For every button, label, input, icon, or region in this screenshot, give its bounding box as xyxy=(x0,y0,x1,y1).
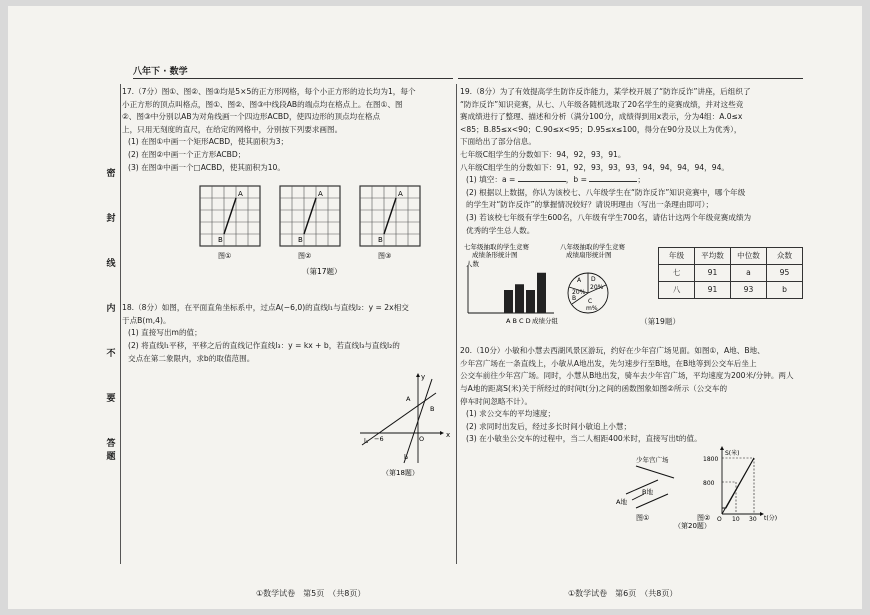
question-19 xyxy=(460,86,805,237)
q20-line: 20.（10分）小敏和小慧去西湖风景区游玩，约好在少年宫广场见面。如图①，A地、B地、 xyxy=(460,346,765,356)
table-row xyxy=(659,282,803,299)
pie-chart-title: 八年级抽取的学生竞赛 xyxy=(560,243,625,252)
point-a-label: A xyxy=(398,190,403,199)
q19-subquestion: (2) 根据以上数据，你认为该校七、八年级学生在“防诈反诈”知识竞赛中，哪个年级 xyxy=(466,187,746,197)
q19-figures xyxy=(460,241,805,327)
tick-label: 800 xyxy=(703,479,715,487)
q19-line: 七年级C组学生的分数如下：94，92，93，91。 xyxy=(460,149,626,159)
line-l1-label: l₁ xyxy=(364,437,369,446)
pie-slice-d: D xyxy=(591,276,596,284)
q18-subquestion: (1) 直接写出m的值； xyxy=(128,328,202,338)
q19-subquestion: 的学生对“防诈反诈”的掌握情况较好？请说明理由（写出一条理由即可）； xyxy=(466,200,714,210)
q19-stats-table xyxy=(658,247,803,299)
question-18 xyxy=(122,302,450,365)
line-l2-label: l₂ xyxy=(404,453,409,462)
seal-char: 要 xyxy=(106,394,116,404)
q19-line: 19.（8分）为了有效提高学生防诈反诈能力，某学校开展了“防诈反诈”讲座，后组织了 xyxy=(460,87,751,96)
table-header: 众数 xyxy=(767,248,803,265)
q20-line: 公交车前往少年宫广场。同时，小慧从B地出发，骑车去少年宫广场，平均速度为200米/分钟。两人 xyxy=(460,371,794,381)
point-a-label: A xyxy=(318,190,323,199)
q20-subquestion: (2) 求同时出发后，经过多长时间小敏追上小慧； xyxy=(466,421,632,431)
seal-char: 线 xyxy=(106,259,116,269)
grid-2 xyxy=(280,186,340,260)
q17-line: 17.（7分）图①、图②、图③均是5×5的正方形网格，每个小正方形的边长均为1，每个 xyxy=(122,87,416,96)
point-b-label: B xyxy=(298,236,303,245)
table-cell: 95 xyxy=(767,265,803,282)
q19-sub-1 xyxy=(460,174,805,187)
page-footer-left: ①数学试卷 第5页 （共8页） xyxy=(256,589,366,598)
pie-slice-c-percent: m% xyxy=(586,305,598,313)
q17-line: ②、图③中分别以AB为对角线画一个四边形ACBD，使四边形的顶点均在格点 xyxy=(122,112,381,122)
q20-line: 与A地的距离S(米)关于所经过的时间t(分)之间的函数图象如图②所示（公交车的 xyxy=(460,383,728,393)
pie-slice-c: C xyxy=(588,298,593,306)
map-figure-caption: 图① xyxy=(636,513,650,522)
header-subject: 八年下 · 数学 xyxy=(133,67,188,77)
bar-category-labels: A B C D xyxy=(506,317,531,326)
q17-subquestion: (2) 在图②中画一个正方形ACBD； xyxy=(128,149,246,159)
grid-1-caption: 图① xyxy=(218,252,232,261)
bar-group xyxy=(504,273,546,313)
point-b-label: B xyxy=(218,236,223,245)
q19-line: <85；B.85≤x<90；C.90≤x<95；D.95≤x≤100，得分在90分及以上为优秀）， xyxy=(460,124,742,134)
grid-1 xyxy=(200,186,260,260)
tick-neg6-label: −6 xyxy=(374,435,384,444)
question-20 xyxy=(460,345,805,446)
q17-subquestion: (1) 在图①中画一个矩形ACBD，使其面积为3； xyxy=(128,137,289,147)
tick-label: 1800 xyxy=(703,455,719,463)
q17-line: 上，只用无刻度的直尺，在给定的网格中，分别按下列要求画图。 xyxy=(122,124,343,134)
bar-D xyxy=(537,273,546,313)
point-a-label: A地 xyxy=(616,497,627,506)
grid-3 xyxy=(360,186,420,260)
q20-map-figure xyxy=(616,455,674,522)
origin-label: O xyxy=(419,435,425,444)
q19-sub1-end: ； xyxy=(637,175,645,185)
graph-figure-caption: 图② xyxy=(697,513,711,522)
q19-line: 下面给出了部分信息。 xyxy=(460,137,536,147)
pie-slice-d-percent: 20% xyxy=(590,284,604,292)
pie-slice-a: A xyxy=(577,277,582,285)
q17-line: 小正方形的顶点叫格点，图①、图②、图③中线段AB的端点均在格点上。在图①、图 xyxy=(122,99,403,109)
y-axis-label: y xyxy=(421,373,426,382)
point-b-label: B xyxy=(430,405,435,414)
bar-C xyxy=(526,290,535,313)
grid-3-caption: 图③ xyxy=(378,252,392,261)
q18-coordinate-figure xyxy=(122,371,451,478)
seal-char: 密 xyxy=(106,169,116,179)
question-17 xyxy=(122,86,450,174)
table-header: 年级 xyxy=(659,248,695,265)
q18-subquestion: (2) 将直线l₁平移，平移之后的直线记作直线l₃：y = kx + b，若直线l₃与直线l₂的 xyxy=(128,340,400,350)
bar-chart-ylabel: 人数 xyxy=(466,260,479,269)
q19-line: 八年级C组学生的分数如下：91，92，93，93，93，94，94，94，94，94。 xyxy=(460,162,729,172)
seal-char: 封 xyxy=(106,214,116,224)
grid-2-caption: 图② xyxy=(298,252,312,261)
binding-line xyxy=(120,84,121,564)
seal-char: 内 xyxy=(106,304,116,314)
origin-label: O xyxy=(717,515,722,523)
page-divider xyxy=(456,84,457,564)
bike-path xyxy=(722,458,754,514)
q19-subquestion: (3) 若该校七年级有学生600名，八年级有学生700名，请估计这两个年级竞赛成绩为 xyxy=(466,212,752,222)
t-axis-label: t(分) xyxy=(764,514,778,522)
q20-line: 停车时间忽略不计）。 xyxy=(460,396,533,406)
tick-label: 30 xyxy=(749,515,757,523)
bar-A xyxy=(504,290,513,313)
s-axis-arrow xyxy=(720,446,724,450)
table-cell: 八 xyxy=(659,282,695,299)
table-cell: a xyxy=(731,265,767,282)
seal-char: 不 xyxy=(106,349,116,359)
answer-blank[interactable] xyxy=(518,181,566,182)
right-column xyxy=(460,86,805,530)
table-cell: 91 xyxy=(695,265,731,282)
q18-line: 18.（8分）如图，在平面直角坐标系中，过点A(−6,0)的直线l₁与直线l₂：y = 2x相交 xyxy=(122,303,409,313)
header-rule xyxy=(133,78,453,79)
pie-chart-title: 成绩扇形统计图 xyxy=(566,251,612,260)
seal-line-text xyxy=(104,166,118,481)
table-cell: 91 xyxy=(695,282,731,299)
table-row xyxy=(659,265,803,282)
table-header: 平均数 xyxy=(695,248,731,265)
bar-chart-xlabel: 成绩分组 xyxy=(532,317,558,326)
point-b-label: B xyxy=(378,236,383,245)
bar-chart-title: 成绩条形统计图 xyxy=(472,251,518,260)
q19-line: “防诈反诈”知识竞赛，从七、八年级各随机选取了20名学生的竞赛成绩，并对这些竞 xyxy=(460,99,744,109)
point-a-label: A xyxy=(238,190,243,199)
point-b-label: B地 xyxy=(642,487,653,496)
q18-subquestion: 交点在第二象限内，求b的取值范围。 xyxy=(128,353,255,363)
q19-sub1-label: (1) 填空：a = xyxy=(466,175,518,185)
q19-figure-caption: （第19题） xyxy=(640,317,681,327)
page-footer-right: ①数学试卷 第6页 （共8页） xyxy=(568,589,678,598)
q19-bar-and-pie xyxy=(460,241,660,327)
q20-figure-caption: （第20题） xyxy=(674,521,711,530)
q18-line: 于点B(m,4)。 xyxy=(122,315,171,325)
s-axis-label: S(米) xyxy=(725,449,740,457)
table-header: 中位数 xyxy=(731,248,767,265)
exam-sheet xyxy=(8,6,862,609)
q20-line: 少年宫广场在一条直线上，小敏从A地出发，先匀速步行至B地，在B地等到公交车后坐上 xyxy=(460,358,757,368)
header-rule-right xyxy=(458,78,803,79)
q20-subquestion: (1) 求公交车的平均速度； xyxy=(466,409,556,419)
answer-blank[interactable] xyxy=(589,181,637,182)
q17-figure-caption: （第17题） xyxy=(302,267,342,277)
palace-label: 少年宫广场 xyxy=(636,455,669,464)
q19-sub1-mid: ，b = xyxy=(565,175,590,185)
bar-chart-title: 七年级抽取的学生竞赛 xyxy=(464,243,529,252)
pie-slice-b: B xyxy=(572,295,577,303)
q19-line: 赛成绩进行了整理、描述和分析（满分100分，成绩得到用x表示，分为4组：A.0≤x xyxy=(460,112,743,122)
left-column xyxy=(122,86,451,478)
q20-figures xyxy=(460,448,805,530)
seal-char: 答题 xyxy=(106,439,116,462)
table-cell: 93 xyxy=(731,282,767,299)
q18-figure-caption: （第18题） xyxy=(382,469,419,478)
q19-subquestion: 优秀的学生总人数。 xyxy=(466,225,535,235)
pie-slice-b-percent: 20% xyxy=(572,289,586,297)
q17-grids xyxy=(122,180,450,280)
road-to-palace xyxy=(636,466,674,478)
tick-label: 10 xyxy=(732,515,740,523)
table-cell: b xyxy=(767,282,803,299)
q17-subquestion: (3) 在图③中画一个□ACBD，使其面积为10。 xyxy=(128,162,285,172)
bar-B xyxy=(515,284,524,313)
y-axis-arrow xyxy=(416,373,420,377)
table-cell: 七 xyxy=(659,265,695,282)
q20-distance-graph xyxy=(697,446,777,523)
q20-subquestion: (3) 在小敏坐公交车的过程中，当二人相距400米时，直接写出t的值。 xyxy=(466,434,702,444)
point-a-label: A xyxy=(406,395,411,404)
x-axis-label: x xyxy=(446,431,451,440)
x-axis-arrow xyxy=(440,431,444,435)
